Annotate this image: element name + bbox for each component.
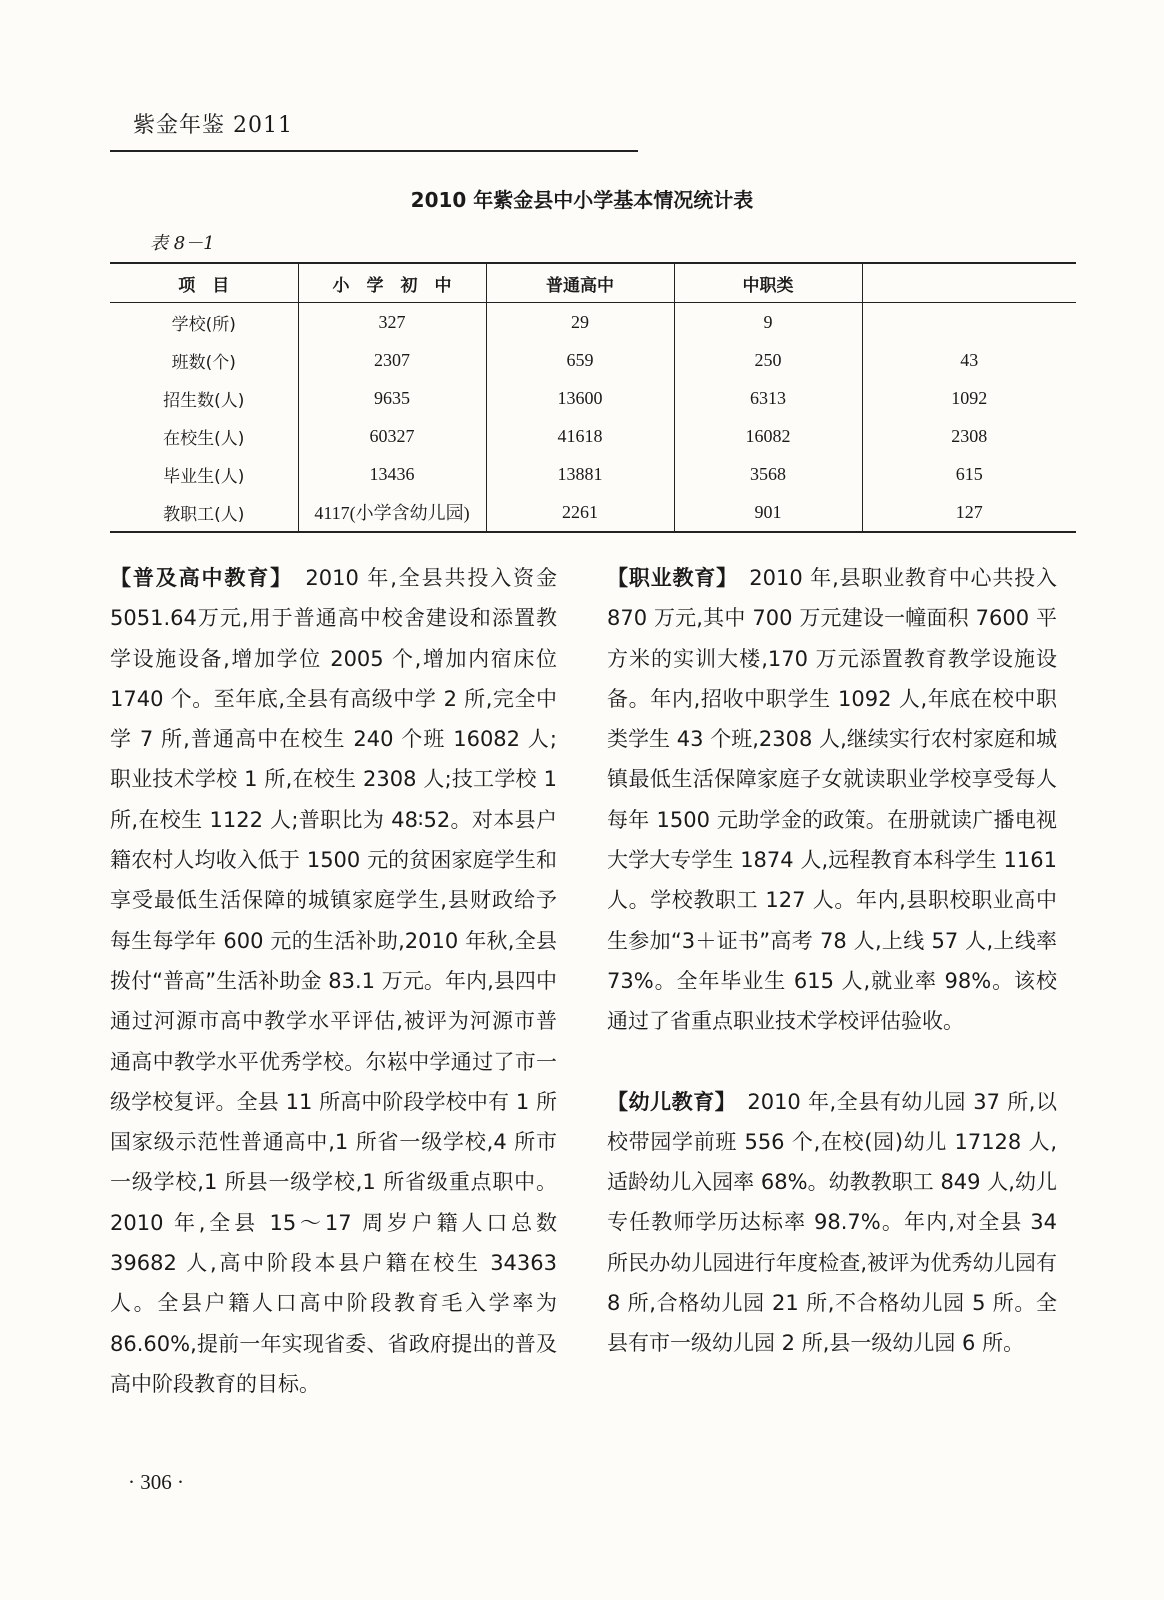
section-heading-preschool: 【幼儿教育】 [607,1089,726,1114]
table-cell: 327 [298,303,486,342]
page-number: · 306 · [128,1470,184,1494]
table-cell: 3568 [674,455,862,493]
right-column [607,558,1057,1364]
row-label: 学校(所) [110,303,298,342]
row-label: 毕业生(人) [110,455,298,493]
section-text-high-school: 2010 年,全县共投入资金 5051.64万元,用于普通高中校舍建设和添置教学设施设备,增加学位 2005 个,增加内宿床位 1740 个。至年底,全县有高级中学 2 所,完全中学 7 所,普通高中在校生 240 个班 16082 人;职业技术学校 1 所,在校生 2308 人;技工学校 1 所,在校生 1122 人;普职比为 48∶52。对本县户籍农村人均收入低于 1500 元的贫困家庭学生和享受最低生活保障的城镇家庭学生,县财政给予每生每学年 600 元的生活补助,2010 年秋,全县拨付“普高”生活补助金 83.1 万元。年内,县四中通过河源市高中教学水平评估,被评为河源市普通高中教学水平优秀学校。尔崧中学通过了市一级学校复评。全县 11 所高中阶段学校中有 1 所国家级示范性普通高中,1 所省一级学校,4 所市一级学校,1 所县一级学校,1 所省级重点职中。2010 年,全县 15～17 周岁户籍人口总数 39682 人,高中阶段本县户籍在校生 34363 人。全县户籍人口高中阶段教育毛入学率为 86.60%,提前一年实现省委、省政府提出的普及高中阶段教育的目标。 [110,566,558,1396]
table-cell [862,303,1076,342]
section-heading-high-school: 【普及高中教育】 [110,566,283,590]
table-row [110,417,1076,455]
row-label: 在校生(人) [110,417,298,455]
row-label: 教职工(人) [110,493,298,532]
table-cell: 127 [955,501,983,522]
table-cell: 13436 [298,455,486,493]
header-rule [110,150,638,152]
table-cell: 659 [486,341,674,379]
table-cell: 901 [674,493,862,532]
stats-table [110,262,1076,533]
section-vocational [607,558,1057,1042]
table-cell: 13881 [486,455,674,493]
section-text-vocational: 2010 年,县职业教育中心共投入 870 万元,其中 700 万元建设一幢面积 7600 平方米的实训大楼,170 万元添置教育教学设施设备。年内,招收中职学生 1092 人,年底在校中职类学生 43 个班,2308 人,继续实行农村家庭和城镇最低生活保障家庭子女就读职业学校享受每人每年 1500 元助学金的政策。在册就读广播电视大学大专学生 1874 人,远程教育本科学生 1161 人。学校教职工 127 人。年内,县职校职业高中生参加“3＋证书”高考 78 人,上线 57 人,上线率 73%。全年毕业生 615 人,就业率 98%。该校通过了省重点职业技术学校评估验收。 [607,566,1058,1034]
col-header-blank [862,263,1076,303]
table-label: 表 8－1 [150,233,215,254]
table-cell: 2308 [951,425,988,446]
table-cell: 60327 [298,417,486,455]
table-cell: 9 [674,303,862,342]
table-cell: 2261 [486,493,674,532]
table-cell: 41618 [486,417,674,455]
running-header: 紫金年鉴 2011 [133,113,293,138]
table-row [110,455,1076,493]
table-cell: 43 [960,349,979,370]
col-header-item: 项 目 [110,263,298,303]
table-cell: 250 [674,341,862,379]
row-label: 招生数(人) [110,379,298,417]
table-row [110,341,1076,379]
table-cell: 16082 [674,417,862,455]
table-header-row [110,263,1076,303]
section-heading-vocational: 【职业教育】 [607,566,728,590]
table-cell: 2307 [298,341,486,379]
table-cell: 6313 [674,379,862,417]
table-row [110,379,1076,417]
table-cell: 615 [955,463,983,484]
col-header-vocational: 中职类 [674,263,862,303]
table-row [110,303,1076,342]
col-header-high-school: 普通高中 [486,263,674,303]
table-cell: 9635 [298,379,486,417]
table-title: 2010 年紫金县中小学基本情况统计表 [410,188,754,212]
table-row [110,493,1076,532]
table-cell: 1092 [951,387,988,408]
col-header-primary-junior: 小 学 初 中 [298,263,486,303]
table-cell: 4117(小学含幼儿园) [298,493,486,532]
section-preschool [607,1082,1057,1364]
row-label: 班数(个) [110,341,298,379]
section-text-preschool: 2010 年,全县有幼儿园 37 所,以校带园学前班 556 个,在校(园)幼儿 17128 人,适龄幼儿入园率 68%。幼教教职工 849 人,幼儿专任教师学历达标率 98.7%。年内,对全县 34 所民办幼儿园进行年度检查,被评为优秀幼儿园有 8 所,合格幼儿园 21 所,不合格幼儿园 5 所。全县有市一级幼儿园 2 所,县一级幼儿园 6 所。 [607,1089,1058,1356]
table-cell: 29 [486,303,674,342]
table-cell: 13600 [486,379,674,417]
left-column [110,558,557,1404]
